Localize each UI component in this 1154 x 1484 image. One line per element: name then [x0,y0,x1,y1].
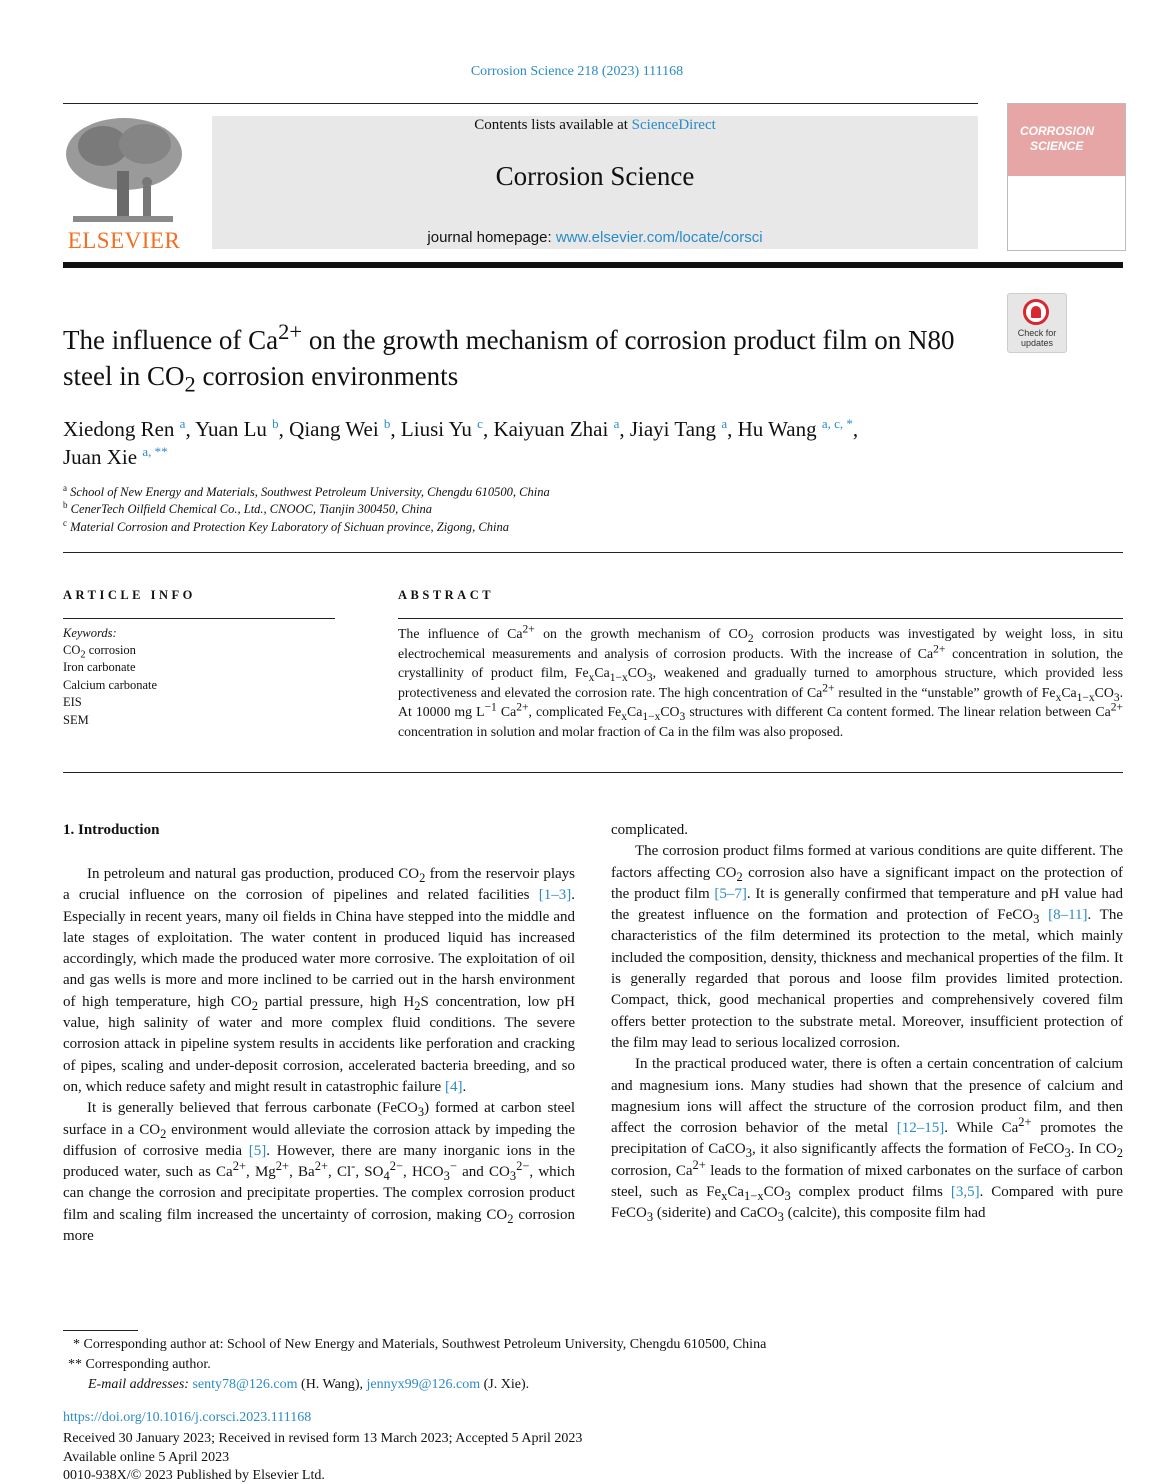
author[interactable]: Kaiyuan Zhai $^a$ [493,416,620,441]
footnote-emails: E-mail addresses: senty78@126.com (H. Wang), jennyx99@126.com (J. Xie). [88,1377,530,1392]
email-link[interactable]: senty78@126.com [192,1377,298,1392]
reference-link[interactable]: [4] [444,1078,463,1095]
body-column-left: In petroleum and natural gas production, produced $CO_2$ from the reservoir plays a crucial influence on the corrosion of pipelines and related facilities [1–3]. Especially in recent years, many oil fields in China have stepped into the middle and late stages of exploitation. The water content in produced liquid has increased accordingly, which made the produced water more corrosive. The exploitation of oil and gas wells is more and more inclined to be carried out in the harsh environment of high temperature, high $CO_2$ partial pressure, high $H_2S$ concentration, low pH value, high salinity of water and more complex fluid conditions. The severe corrosion attack in pipeline system results in accidents like perforation and cracking of pipes, scaling and under-deposit corrosion, accelerated bacteria breeding, and so on, which reduce safety and might result in catastrophic failure [4]. It is generally believed that ferrous carbonate (FeCO$_3$) formed at carbon steel surface in a $CO_2$ environment would alleviate the corrosion attack by impeding the diffusion of corrosive media [5]. However, there are many inorganic ions in the produced water, such as $Ca^{2+}$, $Mg^{2+}$, $Ba^{2+}$, Cl-, $SO_4^{2-}$, $HCO_3^-$ and $CO_3^{2-}$, which can change the corrosion and precipitate properties. The complex corrosion product film and scaling film increased the uncertainty of corrosion, making $CO_2$ corrosion more [63,866,575,1245]
author[interactable]: Liusi Yu $^c$ [400,416,483,441]
footnote-rule [63,1330,138,1331]
check-updates-label: Check for updates [1017,328,1057,348]
reference-link[interactable]: [5] [248,1142,267,1159]
footnote-corresponding-2: ** Corresponding author. [68,1357,211,1372]
reference-link[interactable]: [5–7] [714,885,747,902]
cover-title-line1: CORROSION [1020,124,1095,138]
author[interactable]: Yuan Lu $^b$ [195,416,279,441]
keyword: $CO_2$ corrosion [63,643,136,661]
available-online: Available online 5 April 2023 [63,1450,230,1465]
author[interactable]: Qiang Wei $^b$ [289,416,391,441]
elsevier-wordmark: ELSEVIER [67,228,181,253]
abstract-heading: ABSTRACT [398,588,495,602]
abstract-bottom-rule [63,772,1123,773]
keyword: SEM [63,713,89,727]
cover-title [1020,124,1094,154]
journal-cover-thumbnail[interactable] [1007,103,1126,251]
homepage-prefix: journal homepage: [427,229,556,246]
affiliation: $^c$ Material Corrosion and Protection Key Laboratory of Sichuan province, Zigong, China [63,517,509,534]
sciencedirect-link[interactable]: ScienceDirect [631,117,716,133]
header-thick-rule [63,262,1123,268]
footnote-corresponding-1: * Corresponding author at: School of New Energy and Materials, Southwest Petroleum University, Chengdu 610500, China [73,1337,767,1352]
copyright: 0010-938X/© 2023 Published by Elsevier Ltd. [63,1468,325,1483]
author[interactable]: Jiayi Tang $^a$ [629,416,728,441]
header-rule [63,103,978,104]
section-heading-introduction: 1. Introduction [63,822,160,838]
abstract-rule [398,618,1123,619]
author[interactable]: Hu Wang $^{a, c, *}$ [737,416,853,441]
author-list: Xiedong Ren $^a$, Yuan Lu $^b$, Qiang Wei $^b$, Liusi Yu $^c$, Kaiyuan Zhai $^a$, Jiayi Tang $^a$, Hu Wang $^{a, c, *}$, Juan Xie $^{a, **}$ [63,416,859,469]
affiliation: $^a$ School of New Energy and Materials, Southwest Petroleum University, Chengdu 610500, China [63,482,550,499]
author[interactable]: Xiedong Ren $^a$ [63,416,186,441]
email-link[interactable]: jennyx99@126.com [366,1377,481,1392]
affiliation: $^b$ CenerTech Oilfield Chemical Co., Ltd., CNOOC, Tianjin 300450, China [63,499,432,516]
keywords-label: Keywords: [63,626,117,640]
received-dates: Received 30 January 2023; Received in revised form 13 March 2023; Accepted 5 April 2023 [63,1431,583,1446]
body-column-right: complicated. The corrosion product films formed at various conditions are quite different. The factors affecting $CO_2$ corrosion also have a significant impact on the protection of the product film [5–7]. It is generally confirmed that temperature and pH value had the greatest influence on the formation and protection of FeCO$_3$ [8–11]. The characteristics of the film determined its protection to the metal, which mainly included the composition, density, thickness and mechanical properties of the film. It is generally regarded that porous and loose film provides limited protection. Compact, thick, good mechanical properties and comprehensively covered film offers better protection to the substrate metal. Moreover, insufficient protection of the film may lead to serious localized corrosion. In the practical produced water, there is often a certain concentration of calcium and magnesium ions. Many studies had shown that the presence of calcium and magnesium ions will affect the structure of the corrosion product film, and then affect the corrosion behavior of the metal [12–15]. While $Ca^{2+}$ promotes the precipitation of CaCO$_3$, it also significantly affects the formation of FeCO$_3$. In $CO_2$ corrosion, $Ca^{2+}$ leads to the formation of mixed carbonates on the surface of carbon steel, such as $Fe_xCa_{1-x}CO_3$ complex product films [3,5]. Compared with pure FeCO$_3$ (siderite) and CaCO$_3$ (calcite), this composite film had [611,822,1124,1225]
article-info-heading: ARTICLE INFO [63,588,196,602]
contents-line [212,117,978,134]
article-info-rule [63,618,335,619]
journal-name: Corrosion Science [495,161,695,191]
check-updates-icon [1023,299,1049,325]
keyword: EIS [63,695,82,709]
author[interactable]: Juan Xie $^{a, **}$ [63,444,168,469]
abstract-text: The influence of $Ca^{2+}$ on the growth mechanism of $CO_2$ corrosion products was investigated by weight loss, in situ electrochemical measurements and analysis of corrosion products. With the increase of $Ca^{2+}$ concentration in solution, the crystallinity of product film, $Fe_xCa_{1-x}CO_3$, weakened and gradually turned to amorphous structure, which provided less protectiveness and elevated the corrosion rate. The high concentration of $Ca^{2+}$ resulted in the “unstable” growth of $Fe_xCa_{1-x}CO_3$. At 10000 mg $L^{-1}$ $Ca^{2+}$, complicated $Fe_xCa_{1-x}CO_3$ structures with different Ca content formed. The linear relation between $Ca^{2+}$ concentration in solution and molar fraction of Ca in the film was also proposed. [398,623,1124,739]
doi-link[interactable]: https://doi.org/10.1016/j.corsci.2023.111168 [63,1410,312,1425]
keyword: Iron carbonate [63,660,136,674]
cover-title-line2: SCIENCE [1030,139,1084,153]
reference-link[interactable]: [3,5] [950,1184,980,1201]
reference-link[interactable]: [1–3] [538,887,572,904]
article-title: The influence of $Ca^{2+}$ on the growth mechanism of corrosion product film on N80 steel in $CO_2$ corrosion environments [63,319,955,397]
reference-link[interactable]: [8–11] [1048,907,1088,924]
journal-homepage [212,229,978,246]
check-for-updates-button[interactable] [1007,293,1067,353]
reference-link[interactable]: [12–15] [896,1120,945,1137]
keyword: Calcium carbonate [63,678,158,692]
contents-prefix: Contents lists available at [474,117,632,133]
journal-citation[interactable]: Corrosion Science 218 (2023) 111168 [470,64,684,79]
homepage-link[interactable]: www.elsevier.com/locate/corsci [555,229,763,246]
affiliation-rule [63,552,1123,553]
